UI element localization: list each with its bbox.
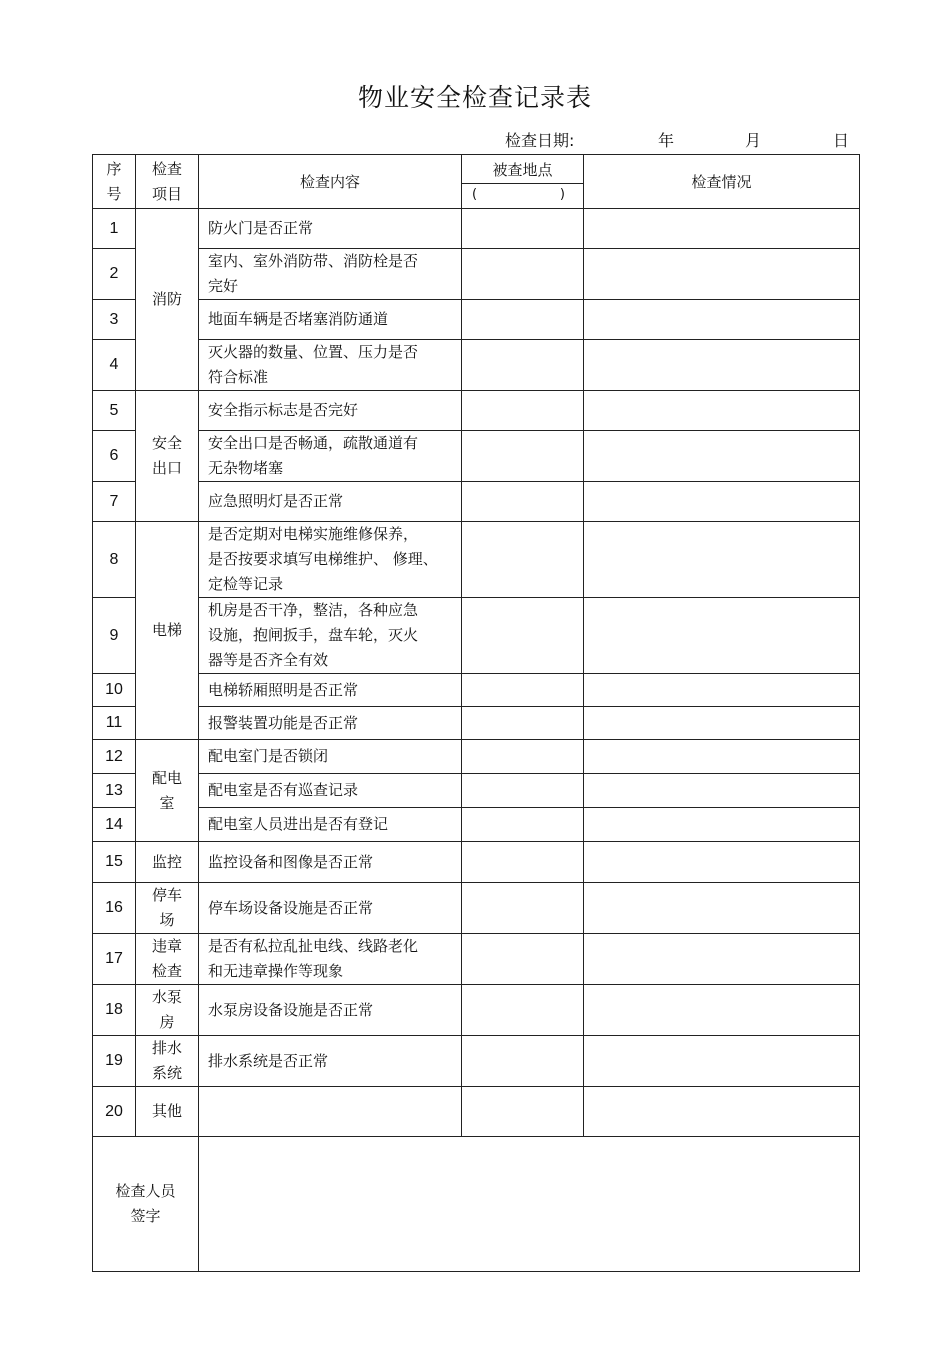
row-content-line: 是否有私拉乱扯电线、线路老化 bbox=[208, 937, 419, 955]
row-content-line: 防火门是否正常 bbox=[208, 219, 314, 237]
row-content-line: 安全指示标志是否完好 bbox=[208, 401, 359, 419]
table-row bbox=[93, 707, 860, 740]
row-number: 7 bbox=[93, 482, 136, 522]
row-content-line: 报警装置功能是否正常 bbox=[208, 713, 359, 732]
row-number: 8 bbox=[93, 522, 136, 598]
table-row bbox=[93, 985, 860, 1036]
row-content bbox=[199, 249, 462, 300]
header-seq-line2: 号 bbox=[106, 184, 122, 203]
row-content-line: 完好 bbox=[208, 277, 239, 295]
row-content[interactable] bbox=[199, 1087, 462, 1137]
row-content bbox=[199, 934, 462, 985]
row-number: 11 bbox=[93, 707, 136, 740]
row-content bbox=[199, 482, 462, 522]
status-cell[interactable] bbox=[584, 522, 860, 598]
category-line: 检查 bbox=[151, 962, 182, 980]
row-content bbox=[199, 391, 462, 431]
location-cell[interactable] bbox=[462, 985, 584, 1036]
row-number: 20 bbox=[93, 1087, 136, 1137]
location-cell[interactable] bbox=[462, 482, 584, 522]
location-cell[interactable] bbox=[462, 740, 584, 774]
header-content: 检查内容 bbox=[199, 155, 462, 209]
row-content-line: 室内、室外消防带、消防栓是否 bbox=[208, 252, 419, 270]
row-content-line: 配电室人员进出是否有登记 bbox=[208, 815, 389, 833]
status-cell[interactable] bbox=[584, 482, 860, 522]
signature-label-line: 检查人员 bbox=[115, 1182, 176, 1200]
location-cell[interactable] bbox=[462, 674, 584, 707]
row-number: 15 bbox=[93, 842, 136, 883]
category-line: 配电 bbox=[151, 768, 182, 787]
row-content-line: 是否定期对电梯实施维修保养， bbox=[208, 525, 419, 543]
signature-label-line: 签字 bbox=[130, 1207, 161, 1225]
table-row bbox=[93, 522, 860, 598]
date-year-label: 年 bbox=[658, 131, 675, 150]
row-content-line: 监控设备和图像是否正常 bbox=[208, 852, 374, 871]
location-cell[interactable] bbox=[462, 842, 584, 883]
header-item-line1: 检查 bbox=[151, 159, 182, 178]
row-number: 10 bbox=[93, 674, 136, 707]
status-cell[interactable] bbox=[584, 808, 860, 842]
row-number: 3 bbox=[93, 300, 136, 340]
row-content bbox=[199, 740, 462, 774]
row-number: 16 bbox=[93, 883, 136, 934]
status-cell[interactable] bbox=[584, 431, 860, 482]
header-seq-line1: 序 bbox=[106, 159, 122, 178]
table-row bbox=[93, 209, 860, 249]
location-cell[interactable] bbox=[462, 391, 584, 431]
location-cell[interactable] bbox=[462, 883, 584, 934]
table-row bbox=[93, 842, 860, 883]
category-line: 停车 bbox=[151, 886, 182, 904]
table-row bbox=[93, 808, 860, 842]
category-line: 水泵 bbox=[151, 988, 182, 1006]
header-seq bbox=[93, 155, 136, 209]
row-content-line: 应急照明灯是否正常 bbox=[208, 492, 344, 510]
row-content bbox=[199, 1036, 462, 1087]
row-content bbox=[199, 598, 462, 674]
category-line: 房 bbox=[159, 1013, 175, 1031]
row-number: 4 bbox=[93, 340, 136, 391]
date-month-label: 月 bbox=[745, 131, 762, 150]
status-cell[interactable] bbox=[584, 934, 860, 985]
category-line: 排水 bbox=[151, 1039, 182, 1057]
location-cell[interactable] bbox=[462, 934, 584, 985]
table-row bbox=[93, 674, 860, 707]
category-violation bbox=[136, 934, 199, 985]
row-content bbox=[199, 209, 462, 249]
table-row bbox=[93, 431, 860, 482]
row-content-line: 地面车辆是否堵塞消防通道 bbox=[208, 310, 389, 328]
row-content bbox=[199, 431, 462, 482]
row-content-line: 和无违章操作等现象 bbox=[208, 962, 344, 980]
row-content-line: 无杂物堵塞 bbox=[208, 459, 284, 477]
location-close-paren: ) bbox=[559, 187, 565, 202]
row-number: 19 bbox=[93, 1036, 136, 1087]
row-content bbox=[199, 883, 462, 934]
date-label: 检查日期: bbox=[505, 131, 575, 150]
inspection-table bbox=[92, 154, 860, 1272]
row-content bbox=[199, 340, 462, 391]
row-content-line: 安全出口是否畅通，疏散通道有 bbox=[208, 434, 419, 452]
status-cell[interactable] bbox=[584, 209, 860, 249]
status-cell[interactable] bbox=[584, 842, 860, 883]
row-number: 5 bbox=[93, 391, 136, 431]
table-row bbox=[93, 774, 860, 808]
table-row bbox=[93, 1087, 860, 1137]
location-cell[interactable] bbox=[462, 300, 584, 340]
row-content-line: 灭火器的数量、位置、压力是否 bbox=[208, 343, 419, 361]
inspection-date-row bbox=[0, 128, 950, 152]
row-content-line: 电梯轿厢照明是否正常 bbox=[208, 680, 359, 699]
location-cell[interactable] bbox=[462, 522, 584, 598]
row-number: 14 bbox=[93, 808, 136, 842]
status-cell[interactable] bbox=[584, 985, 860, 1036]
category-fire: 消防 bbox=[136, 209, 199, 391]
row-number: 18 bbox=[93, 985, 136, 1036]
row-number: 13 bbox=[93, 774, 136, 808]
row-content bbox=[199, 808, 462, 842]
table-row bbox=[93, 934, 860, 985]
location-cell[interactable] bbox=[462, 340, 584, 391]
category-line: 室 bbox=[159, 793, 175, 812]
row-content-line: 停车场设备设施是否正常 bbox=[208, 898, 374, 917]
row-number: 2 bbox=[93, 249, 136, 300]
status-cell[interactable] bbox=[584, 883, 860, 934]
row-content bbox=[199, 707, 462, 740]
location-cell[interactable] bbox=[462, 707, 584, 740]
location-cell[interactable] bbox=[462, 209, 584, 249]
status-cell[interactable] bbox=[584, 774, 860, 808]
row-number: 1 bbox=[93, 209, 136, 249]
location-cell[interactable] bbox=[462, 1087, 584, 1137]
category-monitor: 监控 bbox=[136, 842, 199, 883]
status-cell[interactable] bbox=[584, 340, 860, 391]
row-content bbox=[199, 522, 462, 598]
status-cell[interactable] bbox=[584, 674, 860, 707]
status-cell[interactable] bbox=[584, 249, 860, 300]
table-row bbox=[93, 249, 860, 300]
category-pump-room bbox=[136, 985, 199, 1036]
table-row bbox=[93, 340, 860, 391]
row-number: 9 bbox=[93, 598, 136, 674]
row-content-line: 配电室门是否锁闭 bbox=[208, 747, 329, 765]
category-line: 安全 bbox=[151, 434, 182, 452]
category-drainage bbox=[136, 1036, 199, 1087]
signature-field[interactable] bbox=[199, 1137, 860, 1272]
row-number: 6 bbox=[93, 431, 136, 482]
category-other: 其他 bbox=[136, 1087, 199, 1137]
category-line: 出口 bbox=[151, 459, 182, 477]
header-item-line2: 项目 bbox=[151, 184, 182, 203]
table-row bbox=[93, 598, 860, 674]
category-line: 系统 bbox=[151, 1064, 182, 1082]
table-row bbox=[93, 482, 860, 522]
row-content-line: 排水系统是否正常 bbox=[208, 1051, 329, 1070]
table-row bbox=[93, 300, 860, 340]
location-cell[interactable] bbox=[462, 431, 584, 482]
category-line: 违章 bbox=[151, 937, 182, 955]
header-location: 被查地点 bbox=[462, 155, 584, 184]
category-safety-exit bbox=[136, 391, 199, 522]
category-line: 场 bbox=[159, 911, 175, 929]
status-cell[interactable] bbox=[584, 598, 860, 674]
table-row bbox=[93, 740, 860, 774]
location-open-paren: ( bbox=[472, 187, 478, 202]
location-cell[interactable] bbox=[462, 808, 584, 842]
row-content bbox=[199, 985, 462, 1036]
category-parking bbox=[136, 883, 199, 934]
row-content-line: 定检等记录 bbox=[208, 575, 284, 593]
category-elevator: 电梯 bbox=[136, 522, 199, 740]
row-content-line: 器等是否齐全有效 bbox=[208, 651, 329, 669]
row-content bbox=[199, 300, 462, 340]
row-content-line: 水泵房设备设施是否正常 bbox=[208, 1000, 374, 1019]
row-content bbox=[199, 842, 462, 883]
status-cell[interactable] bbox=[584, 391, 860, 431]
table-row bbox=[93, 883, 860, 934]
status-cell[interactable] bbox=[584, 300, 860, 340]
status-cell[interactable] bbox=[584, 740, 860, 774]
location-cell[interactable] bbox=[462, 249, 584, 300]
page-title: 物业安全检查记录表 bbox=[357, 83, 592, 112]
table-row bbox=[93, 391, 860, 431]
row-content-line: 机房是否干净，整洁，各种应急 bbox=[208, 601, 419, 619]
header-item bbox=[136, 155, 199, 209]
status-cell[interactable] bbox=[584, 1036, 860, 1087]
row-number: 12 bbox=[93, 740, 136, 774]
row-content bbox=[199, 674, 462, 707]
status-cell[interactable] bbox=[584, 707, 860, 740]
location-cell[interactable] bbox=[462, 1036, 584, 1087]
category-power-room bbox=[136, 740, 199, 842]
location-cell[interactable] bbox=[462, 598, 584, 674]
row-number: 17 bbox=[93, 934, 136, 985]
row-content-line: 配电室是否有巡查记录 bbox=[208, 781, 359, 799]
signature-label bbox=[93, 1137, 199, 1272]
row-content-line: 是否按要求填写电梯维护、 修理、 bbox=[208, 550, 438, 568]
date-day-label: 日 bbox=[833, 131, 850, 150]
row-content-line: 符合标准 bbox=[208, 368, 269, 386]
header-location-blank[interactable] bbox=[462, 184, 584, 209]
row-content-line: 设施，抱闸扳手，盘车轮，灭火 bbox=[208, 626, 419, 644]
location-cell[interactable] bbox=[462, 774, 584, 808]
status-cell[interactable] bbox=[584, 1087, 860, 1137]
header-status: 检查情况 bbox=[584, 155, 860, 209]
row-content bbox=[199, 774, 462, 808]
signature-row bbox=[93, 1137, 860, 1272]
table-row bbox=[93, 1036, 860, 1087]
